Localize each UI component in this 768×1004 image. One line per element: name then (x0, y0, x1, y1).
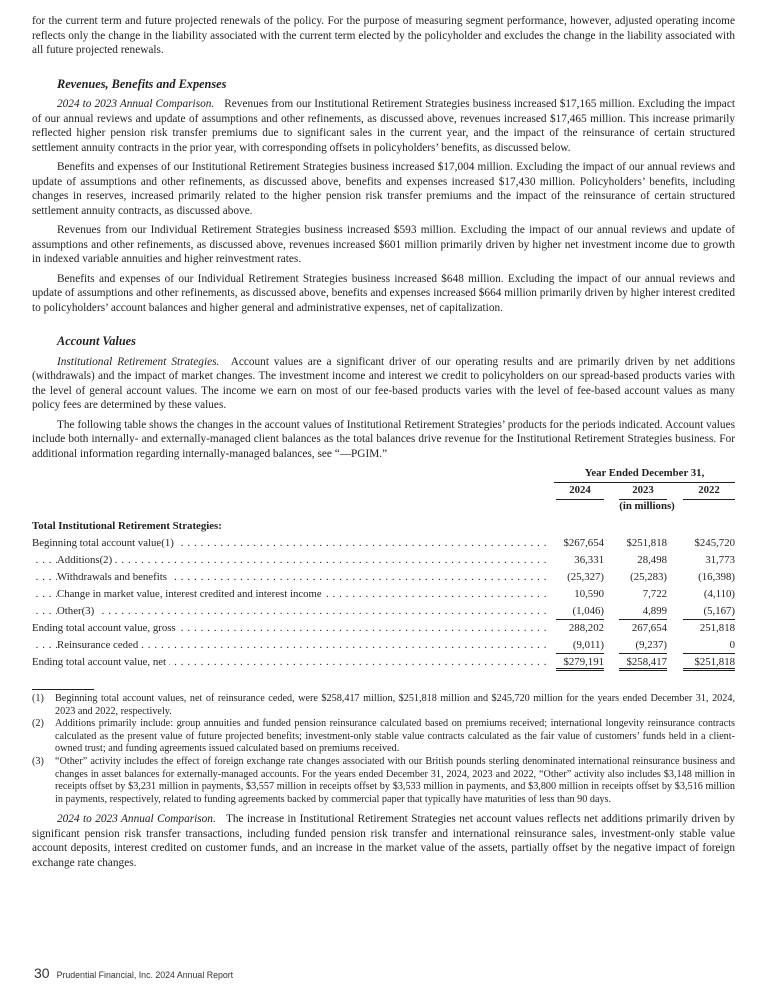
header-year-ended: Year Ended December 31, (554, 466, 735, 483)
run-in-heading: Institutional Retirement Strategies. (57, 355, 220, 368)
row-label: Ending total account value, gross (32, 622, 179, 634)
section-heading-account-values: Account Values (57, 334, 136, 348)
paragraph-text: Revenues from our Institutional Retirement Strategies business increased $17,165 million. Excluding the impact of our annual reviews and update of assumptions and other refinements, as discussed above, revenues increased $17,465 million. This increase primarily reflected higher pension risk transfer premiums due to significant sales in the current year, and the impact of the reinsurance of certain structured settlement annuity contracts in the prior year, with corresponding offsets in policyholders’ benefits, as discussed below. (32, 98, 735, 154)
table-row-additions (32, 552, 735, 569)
cell-2023: 7,722 (642, 588, 667, 600)
cell-2022: 0 (683, 637, 735, 654)
run-in-heading: 2024 to 2023 Annual Comparison. (57, 98, 215, 110)
column-header-2023: 2023 (619, 483, 667, 500)
paragraph-individual-revenues: Revenues from our Individual Retirement Strategies business increased $593 million. Excluding the impact of our annual reviews and update of assumptions and other refinements, as discussed above, revenues increased $601 million primarily driven by higher net investment income due to growth in indexed variable annuities and higher reinvestment rates. (32, 224, 735, 265)
cell-2023: 267,654 (631, 622, 667, 634)
row-label: Ending total account value, net (32, 656, 169, 668)
cell-2023: 4,899 (619, 603, 667, 620)
row-label: Reinsurance ceded (57, 639, 141, 651)
table-row-market-change (32, 586, 735, 603)
row-label: Change in market value, interest credited and interest income (57, 588, 325, 600)
table-group-label: Total Institutional Retirement Strategies: (32, 520, 222, 532)
table-header (32, 466, 735, 518)
footnote-text: Beginning total account values, net of reinsurance ceded, were $258,417 million, $251,818 million and $245,720 million for the years ended December 31, 2024, 2023 and 2022, respectively. (55, 693, 735, 717)
cell-2024: $279,191 (556, 654, 604, 671)
run-in-heading: 2024 to 2023 Annual Comparison. (57, 813, 216, 826)
row-label: Other(3) (57, 605, 97, 617)
footnote-2 (32, 718, 735, 756)
cell-2023: $251,818 (626, 537, 667, 549)
paragraph-table-intro: The following table shows the changes in the account values of Institutional Retirement Strategies’ products for the periods indicated. Account values include both internally- and externally-managed client balances as the total balances drive revenue for the Institutional Retirement Strategies business. For additional information regarding internally-managed balances, see “—PGIM.” (32, 418, 735, 460)
table-row-other (32, 603, 735, 620)
footnote-number: (2) (32, 718, 44, 730)
cell-2022: (16,398) (698, 571, 735, 583)
cell-2022: (5,167) (683, 603, 735, 620)
cell-2022: $245,720 (694, 537, 735, 549)
column-header-2024: 2024 (556, 483, 604, 500)
cell-2023: $258,417 (619, 654, 667, 671)
cell-2023: (25,283) (630, 571, 667, 583)
column-header-2022: 2022 (683, 483, 735, 500)
cell-2022: $251,818 (683, 654, 735, 671)
units-label: (in millions) (619, 500, 675, 512)
paragraph-individual-benefits: Benefits and expenses of our Individual Retirement Strategies business increased $648 million. Excluding the impact of our annual reviews and update of assumptions and other refinements, as discussed above, benefits and expenses increased $664 million primarily driven by higher interest credited to policyholders’ account balances and higher general and administrative expenses, net of capitalization. (32, 272, 735, 314)
cell-2024: (9,011) (556, 637, 604, 654)
table-row-ending-net (32, 654, 735, 671)
cell-2024: 36,331 (574, 554, 604, 566)
page-footer (34, 966, 233, 983)
cell-2024: (1,046) (556, 603, 604, 620)
footnote-3 (32, 756, 735, 806)
paragraph-text: The increase in Institutional Retirement Strategies net account values reflects net additions primarily driven by significant pension risk transfer transactions, including funded pension risk transfer and international reinsurance sales, investment-only stable value account deposits, interest credited on customer funds, and an increase in the market value of the assets, partially offset by the negative impact of foreign exchange rate changes. (32, 813, 735, 869)
footnote-text: “Other” activity includes the effect of foreign exchange rate changes associated with our British pounds sterling denominated international reinsurance business and changes in asset balances for externally-managed accounts. For the years ended December 31, 2024, 2023 and 2022, “Other” activity also includes $3,148 million in receipts offset by $3,231 million in payments, $3,557 million in receipts offset by $3,533 million in payments, and $3,800 million in receipts offset by $3,516 million in payments, respectively, related to funding agreements backed by commercial paper that typically have maturities of less than 90 days. (55, 755, 735, 805)
table-row-reinsurance-ceded (32, 637, 735, 654)
page-number: 30 (34, 965, 50, 981)
footnote-text: Additions primarily include: group annuities and funded pension reinsurance calculated based on premiums received; international longevity reinsurance contracts calculated as the present value of future projected benefits; investment-only stable value contracts calculated as the fair value of customers’ funds held in a client-owned trust; and funding agreements issued calculated based on premiums received. (55, 718, 735, 755)
footnote-number: (1) (32, 693, 44, 704)
table-row-beginning (32, 535, 735, 552)
paragraph-revenues-comparison (32, 97, 735, 155)
section-heading-revenues: Revenues, Benefits and Expenses (57, 76, 227, 91)
cell-2024: 10,590 (574, 588, 604, 600)
footnote-1 (32, 693, 735, 718)
intro-paragraph: for the current term and future projected renewals of the policy. For the purpose of measuring segment performance, however, adjusted operating income reflects only the change in the liability associated with the current term elected by the policyholder and excludes the change in the liability associated with all future projected renewals. (32, 15, 735, 56)
report-name: Prudential Financial, Inc. 2024 Annual Report (56, 970, 234, 980)
cell-2024: $267,654 (563, 537, 604, 549)
table-row-ending-gross (32, 620, 735, 637)
row-label: Additions(2) (57, 554, 115, 566)
cell-2022: 251,818 (699, 622, 735, 634)
cell-2023: (9,237) (619, 637, 667, 654)
cell-2024: (25,327) (567, 571, 604, 583)
paragraph-closing-comparison (32, 812, 735, 870)
cell-2023: 28,498 (637, 554, 667, 566)
row-label: Withdrawals and benefits (57, 571, 170, 583)
account-values-table (32, 466, 735, 671)
cell-2022: 31,773 (705, 554, 735, 566)
footnote-divider (32, 689, 94, 690)
paragraph-text: Account values are a significant driver of our operating results and are primarily driven by net additions (withdrawals) and the impact of market changes. The investment income and interest we credit to policyholders on our spread-based products varies with the level of general account values. The income we earn on most of our fee-based products varies with the level of fee-based account values as many policy fees are determined by these values. (32, 355, 735, 411)
paragraph-irs-benefits: Benefits and expenses of our Institutional Retirement Strategies business increased $17,004 million. Excluding the impact of our annual reviews and update of assumptions and other refinements, as discussed above, benefits and expenses increased $17,430 million. Policyholders’ benefits, including changes in reserves, increased primarily related to the higher pension risk transfer premiums and the impact of the reinsurance of certain structured settlement annuity contracts, as discussed above. (32, 161, 735, 217)
row-label: Beginning total account value(1) (32, 537, 177, 549)
paragraph-account-values-intro (32, 355, 735, 413)
footnote-number: (3) (32, 755, 44, 767)
document-page (32, 14, 735, 875)
cell-2022: (4,110) (703, 588, 735, 600)
cell-2024: 288,202 (568, 622, 604, 634)
table-row-withdrawals (32, 569, 735, 586)
